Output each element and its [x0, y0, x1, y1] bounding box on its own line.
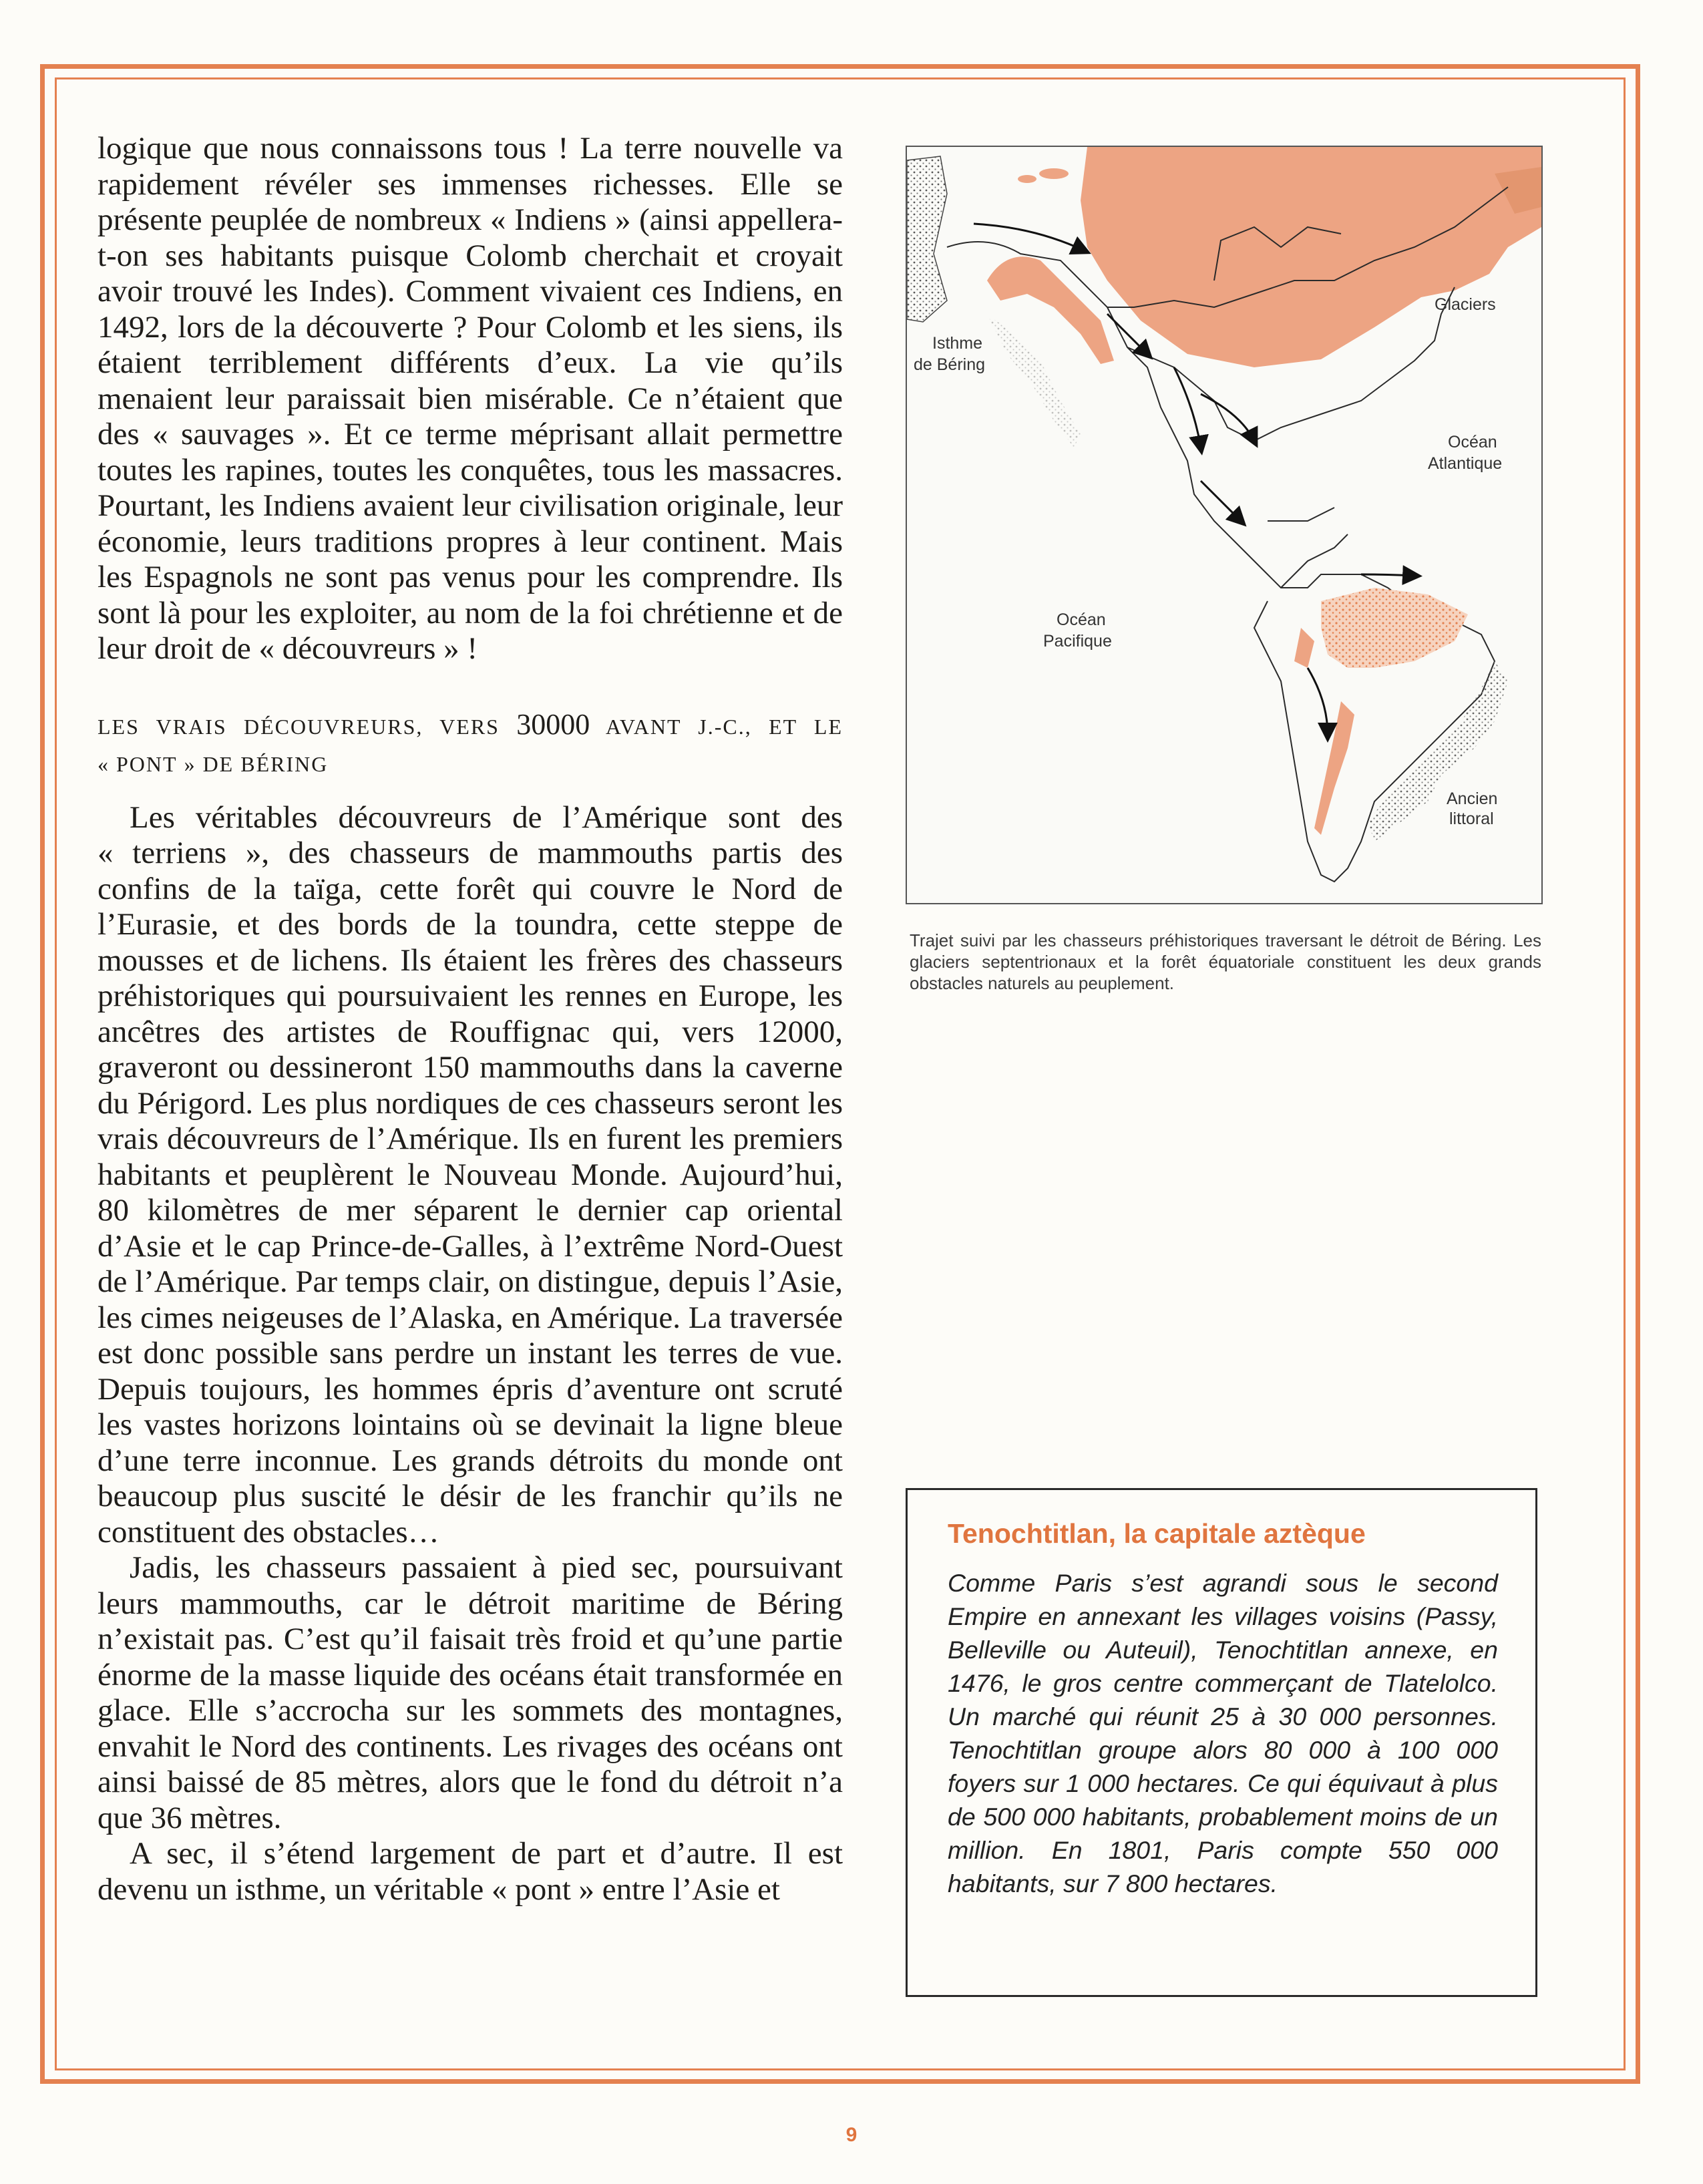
- equatorial-forest: [1321, 588, 1468, 668]
- bering-isthmus: [907, 156, 947, 322]
- page-number: 9: [845, 2124, 858, 2146]
- map-svg: [907, 147, 1541, 903]
- body-paragraph: A sec, il s’étend largement de part et d’autre. Il est devenu un isthme, un véritable « pont » entre l’Asie et: [98, 1836, 843, 1907]
- body-paragraph: logique que nous connaissons tous ! La terre nouvelle va rapidement révéler ses immenses richesses. Elle se présente peuplée de nombreux « Indiens » (ainsi appellera-t-on ses habitants puisque Colomb cherchait et croyait avoir trouvé les Indes). Comment vivaient ces Indiens, en 1492, lors de la découverte ? Pour Colomb et les siens, ils étaient terriblement différents d’eux. La vie qu’ils menaient leur paraissait bien misérable. Ce n’étaient que des « sauvages ». Et ce terme méprisant allait permettre toutes les rapines, toutes les conquêtes, tous les massacres. Pourtant, les Indiens avaient leur civilisation originale, leur économie, leurs traditions propres à leur continent. Mais les Espagnols ne sont pas venus pour les comprendre. Ils sont là pour les exploiter, au nom de la foi chrétienne et de leur droit de « découvreurs » !: [98, 131, 843, 666]
- glaciers-area: [987, 147, 1541, 367]
- body-paragraph: Jadis, les chasseurs passaient à pied sec, poursuivant leurs mammouths, car le détroit maritime de Béring n’existait pas. C’est qu’il faisait très froid et qu’une partie énorme de la masse liquide des océans était transformée en glace. Elle s’accrocha sur les sommets des montagnes, envahit le Nord des continents. Les rivages des océans ont ainsi baissé de 85 mètres, alors que le fond du détroit n’a que 36 mètres.: [98, 1550, 843, 1835]
- label-pacifique-1: Océan: [1057, 610, 1106, 629]
- migration-map: [906, 146, 1543, 904]
- section-heading-year: 30000: [516, 707, 590, 741]
- label-glaciers: Glaciers: [1435, 295, 1496, 314]
- label-littoral-1: Ancien: [1447, 789, 1498, 808]
- label-littoral-2: littoral: [1449, 809, 1494, 828]
- sidebar-box: [906, 1488, 1537, 1997]
- body-paragraph: Les véritables découvreurs de l’Amérique sont des « terriens », des chasseurs de mammouths partis des confins de la taïga, cette forêt qui couvre le Nord de l’Eurasie, et des bords de la toundra, cette steppe de mousses et de lichens. Ils étaient les frères des chasseurs préhistoriques qui poursuivaient les rennes en Europe, les ancêtres des artistes de Rouffignac qui, vers 12000, graveront ou dessineront 150 mammouths dans la caverne du Périgord. Les plus nordiques de ces chasseurs seront les vrais découvreurs de l’Amérique. Ils en furent les premiers habitants et peuplèrent le Nouveau Monde. Aujourd’hui, 80 kilomètres de mer séparent le dernier cap oriental d’Asie et le cap Prince-de-Galles, à l’extrême Nord-Ouest de l’Amérique. Par temps clair, on distingue, depuis l’Asie, les cimes neigeuses de l’Alaska, en Amérique. La traversée est donc possible sans perdre un instant les terres de vue. Depuis toujours, les hommes épris d’aventure ont scruté les vastes horizons lointains où se devinait la ligne bleue d’une terre inconnue. Les grands détroits du monde ont beaucoup plus suscité le désir de les franchir qu’ils ne constituent des obstacles…: [98, 799, 843, 1550]
- label-atlantique-1: Océan: [1448, 433, 1497, 451]
- ancient-coastline: [987, 314, 1508, 842]
- main-text-column: [98, 131, 843, 1907]
- map-caption: Trajet suivi par les chasseurs préhistoriques traversant le détroit de Béring. Les glaciers septentrionaux et la forêt équatoriale constituent les deux grands obstacles naturels au peuplement.: [910, 930, 1541, 993]
- sidebar-title: Tenochtitlan, la capitale aztèque: [948, 1518, 1366, 1549]
- map-labels: [914, 295, 1502, 828]
- section-heading-part1: LES VRAIS DÉCOUVREURS, VERS: [98, 714, 517, 739]
- label-pacifique-2: Pacifique: [1043, 632, 1112, 651]
- section-heading: [98, 706, 843, 783]
- label-isthme-2: de Béring: [914, 355, 986, 374]
- label-atlantique-2: Atlantique: [1428, 454, 1503, 473]
- label-isthme-1: Isthme: [932, 334, 983, 353]
- sidebar-text: Comme Paris s’est agrandi sous le second Empire en annexant les villages voisins (Passy, Belleville ou Auteuil), Tenochtitlan annexe, en 1476, le gros centre commerçant de Tlatelolco. Un marché qui réunit 25 à 30 000 personnes. Tenochtitlan groupe alors 80 000 à 100 000 foyers sur 1 000 hectares. Ce qui équivaut à plus de 500 000 habitants, probablement moins de un million. En 1801, Paris compte 550 000 habitants, sur 7 800 hectares.: [948, 1569, 1498, 1897]
- section-heading-part2: AVANT J.-C., ET LE « PONT » DE BÉRING: [98, 714, 843, 776]
